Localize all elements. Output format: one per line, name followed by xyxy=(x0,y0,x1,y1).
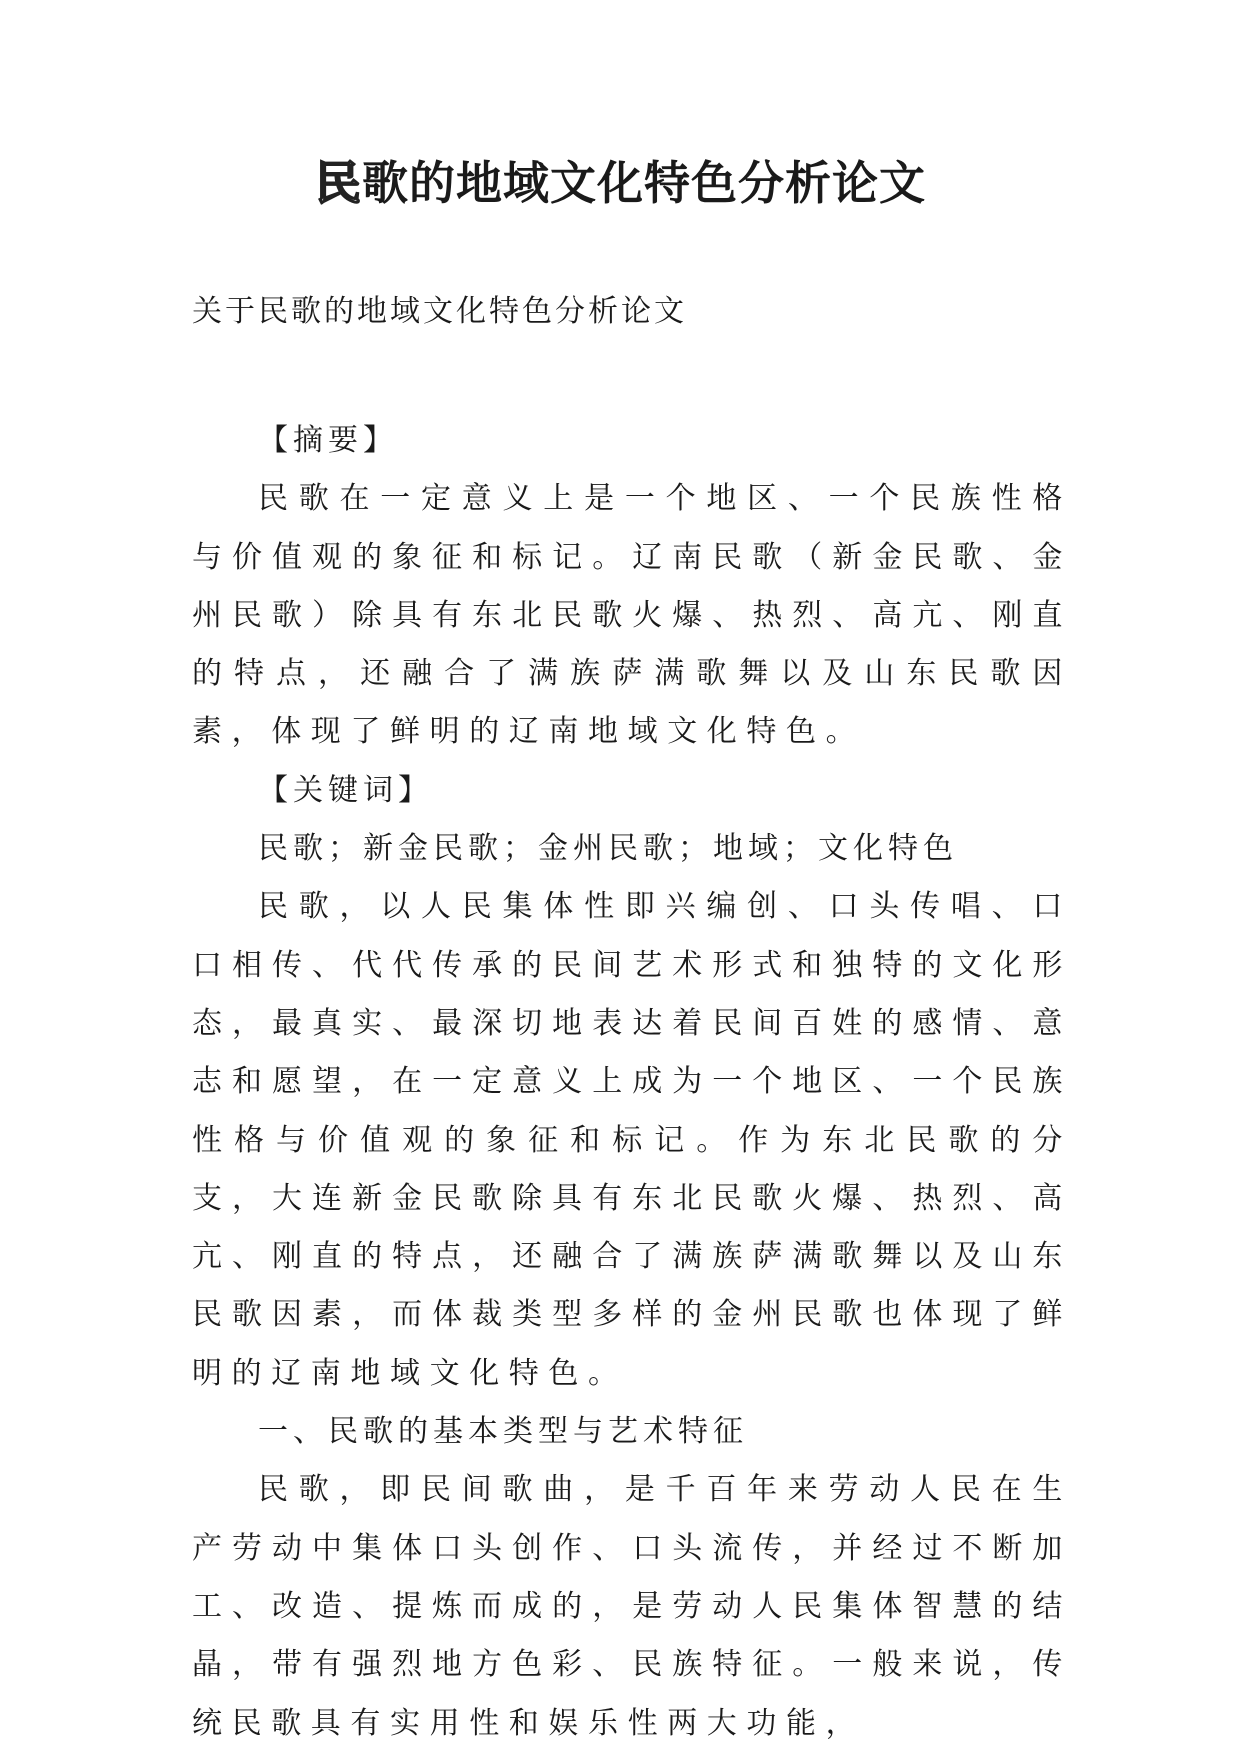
abstract-paragraph: 民歌在一定意义上是一个地区、一个民族性格与价值观的象征和标记。辽南民歌（新金民歌、金州民歌）除具有东北民歌火爆、热烈、高亢、刚直的特点，还融合了满族萨满歌舞以及山东民歌因素，体现了鲜明的辽南地域文化特色。 xyxy=(192,481,1072,750)
section-heading: 一、民歌的基本类型与艺术特征 xyxy=(258,1414,748,1450)
abstract-heading: 【摘要】 xyxy=(258,423,398,458)
title-outlined-char: 民 xyxy=(315,156,362,210)
keywords-paragraph: 民歌；新金民歌；金州民歌；地域；文化特色 xyxy=(258,831,958,867)
body-paragraph: 民歌，以人民集体性即兴编创、口头传唱、口口相传、代代传承的民间艺术形式和独特的文化形态，最真实、最深切地表达着民间百姓的感情、意志和愿望，在一定意义上成为一个地区、一个民族性格与价值观的象征和标记。作为东北民歌的分支，大连新金民歌除具有东北民歌火爆、热烈、高亢、刚直的特点，还融合了满族萨满歌舞以及山东民歌因素，而体裁类型多样的金州民歌也体现了鲜明的辽南地域文化特色。 xyxy=(192,889,1072,1391)
document-subtitle: 关于民歌的地域文化特色分析论文 xyxy=(192,294,687,329)
body-paragraph: 民歌，即民间歌曲，是千百年来劳动人民在生产劳动中集体口头创作、口头流传，并经过不断加工、改造、提炼而成的，是劳动人民集体智慧的结晶，带有强烈地方色彩、民族特征。一般来说，传统民歌具有实用性和娱乐性两大功能， xyxy=(192,1472,1072,1741)
keywords-heading: 【关键词】 xyxy=(258,772,433,808)
document-body xyxy=(192,412,1072,1753)
title-text: 歌的地域文化特色分析论文 xyxy=(362,156,926,210)
document-title xyxy=(0,150,1241,216)
